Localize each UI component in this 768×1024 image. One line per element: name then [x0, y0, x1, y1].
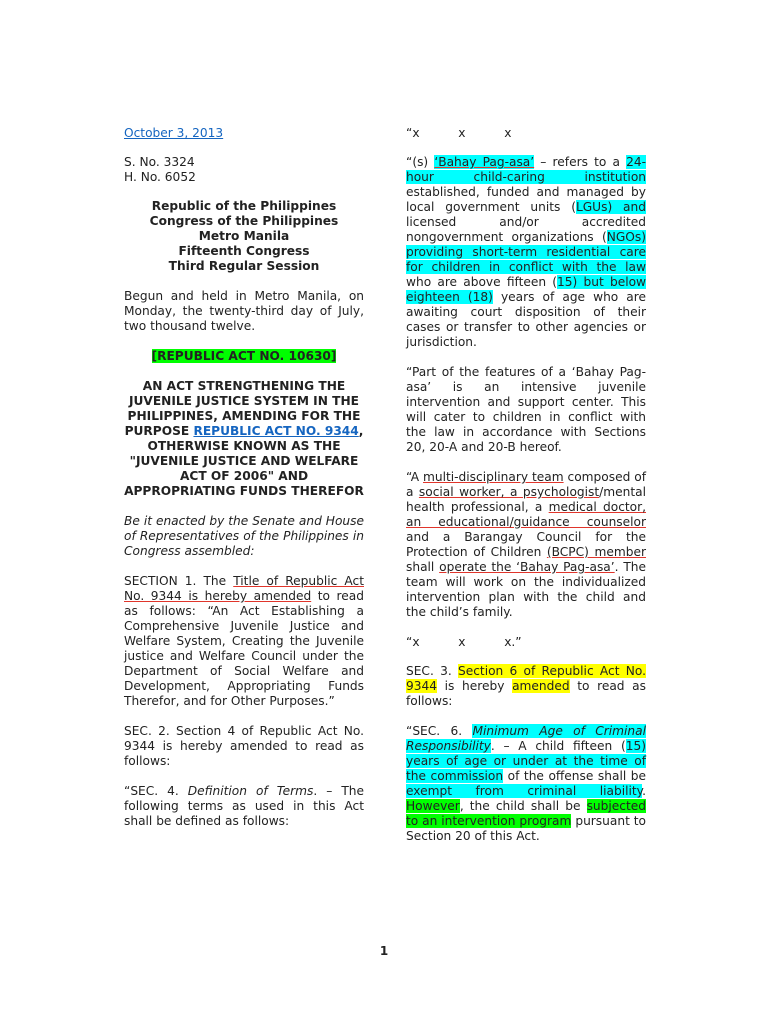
page-number: 1 [379, 944, 389, 958]
definition-bahay-pag-asa: “(s) ‘Bahay Pag-asa’ – refers to a 24-hour child-caring institution established, funded and managed by local government units (LGUs) and licensed and/or accredited nongovernment organizations (NGOs) providing short-term residential care for children in conflict with the law who are above fifteen (15) but below eighteen (18) years of age who are awaiting court disposition of their cases or transfer to other agencies or jurisdiction. [406, 155, 646, 349]
ra-9344-link[interactable]: REPUBLIC ACT NO. 9344 [193, 424, 359, 438]
ellipsis-marker-1: “x x x [406, 126, 512, 140]
header-republic: Republic of the Philippines [151, 199, 337, 213]
republic-act-label: [REPUBLIC ACT NO. 10630] [151, 349, 337, 363]
header-session: Third Regular Session [168, 259, 320, 273]
ellipsis-marker-2: “x x x.” [406, 635, 522, 649]
multidisciplinary-team-paragraph: “A multi-disciplinary team composed of a social worker, a psychologist/mental health professional, a medical doctor, an educational/guidance counselor and a Barangay Council for the Protection of Children (BCPC) member shall operate the ‘Bahay Pag-asa’. The team will work on the individualized intervention plan with the child and the child’s family. [406, 470, 647, 619]
enacting-clause: Be it enacted by the Senate and House of Representatives of the Philippines in Congress assembled: [124, 514, 364, 558]
header-location: Metro Manila [198, 229, 290, 243]
header-fifteenth-congress: Fifteenth Congress [178, 244, 310, 258]
house-bill-number: H. No. 6052 [124, 170, 196, 184]
section-1-paragraph: SECTION 1. The Title of Republic Act No. 9344 is hereby amended to read as follows: “An Act Establishing a Comprehensive Juvenile Justice and Welfare System, Creating the Juvenile justice and Welfare Council under the Department of Social Welfare and Development, Appropriating Funds Therefor, and for Other Purposes.” [124, 574, 364, 708]
begun-paragraph: Begun and held in Metro Manila, on Monday, the twenty-third day of July, two thousand twelve. [124, 289, 364, 333]
header-congress: Congress of the Philippines [149, 214, 339, 228]
section-6-paragraph: “SEC. 6. Minimum Age of Criminal Responsibility. – A child fifteen (15) years of age or under at the time of the commission of the offense shall be exempt from criminal liability. However, the child shall be subjected to an intervention program pursuant to Section 20 of this Act. [406, 724, 646, 843]
features-paragraph: “Part of the features of a ‘Bahay Pag-asa’ is an intensive juvenile intervention and support center. This will cater to children in conflict with the law in accordance with Sections 20, 20-A and 20-B hereof. [406, 365, 646, 454]
right-column [406, 126, 646, 844]
act-title: AN ACT STRENGTHENING THE JUVENILE JUSTICE SYSTEM IN THE PHILIPPINES, AMENDING FOR THE PURPOSE REPUBLIC ACT NO. 9344, OTHERWISE KNOWN AS THE "JUVENILE JUSTICE AND WELFARE ACT OF 2006" AND APPROPRIATING FUNDS THEREFOR [124, 379, 364, 498]
document-date[interactable]: October 3, 2013 [124, 126, 224, 140]
section-3-paragraph: SEC. 3. Section 6 of Republic Act No. 9344 is hereby amended to read as follows: [406, 664, 647, 708]
senate-bill-number: S. No. 3324 [124, 155, 195, 169]
section-4-paragraph: “SEC. 4. Definition of Terms. – The following terms as used in this Act shall be defined as follows: [124, 784, 364, 828]
section-2-paragraph: SEC. 2. Section 4 of Republic Act No. 9344 is hereby amended to read as follows: [124, 724, 364, 768]
left-column [124, 126, 364, 829]
